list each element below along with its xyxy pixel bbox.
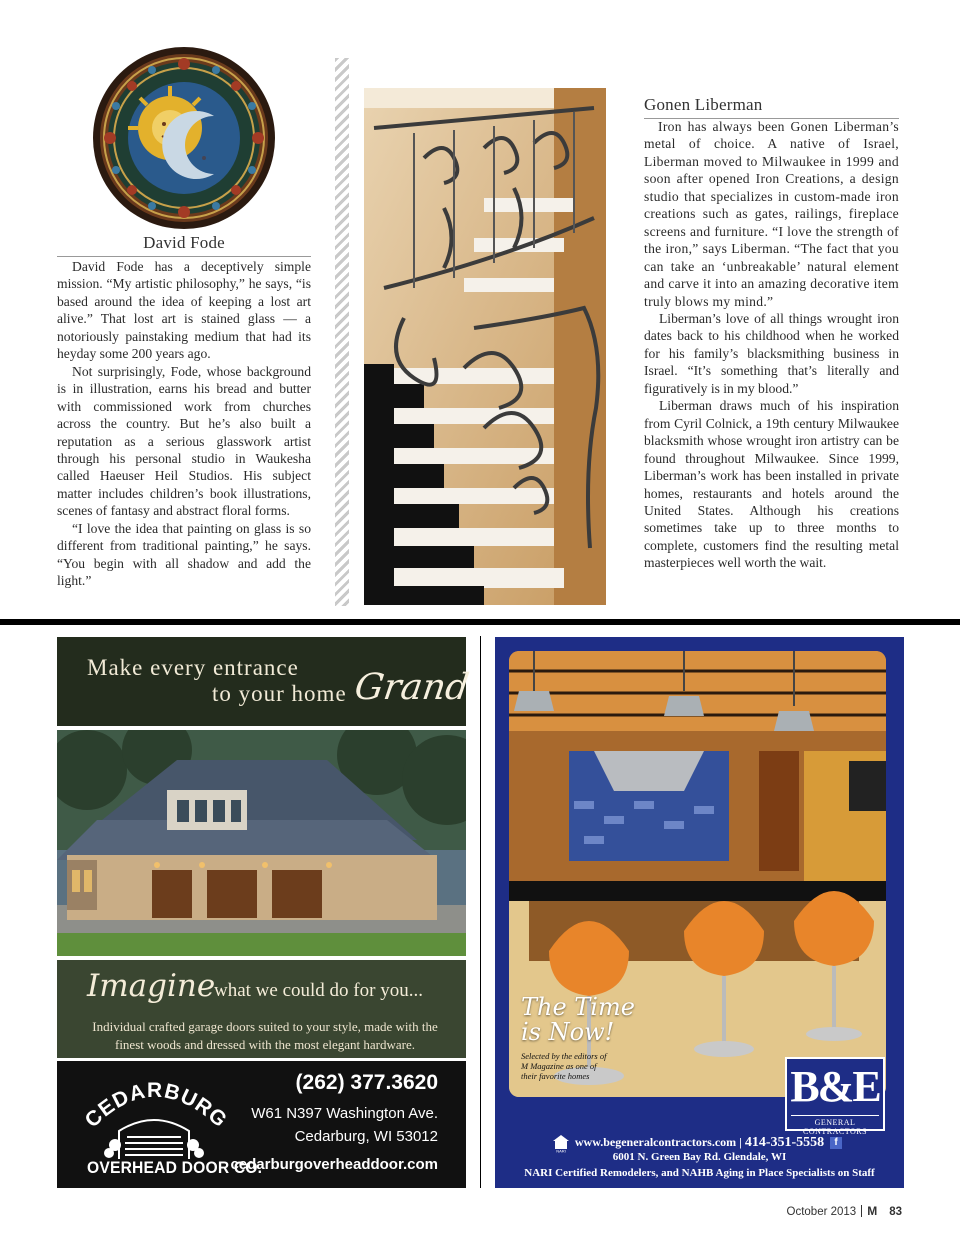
fode-paragraph: David Fode has a deceptively simple mission. “My artistic philosophy,” he says, “is based around the idea of keeping a lost art alive.” That lost art is stained glass — a notoriously painstaking medium that had its heyday some 200 years ago. bbox=[57, 259, 311, 362]
decorative-stripe bbox=[335, 58, 349, 606]
ad-imagine-script: Imagine bbox=[87, 968, 216, 1004]
be-contractors-advertisement[interactable] bbox=[495, 637, 904, 1188]
ad-headline-panel bbox=[57, 637, 472, 726]
fode-paragraph: Not surprisingly, Fode, whose background is in illustration, earns his bread and butter with commissioned work from churches across the country. But he’s also built a reputation as a serious glasswork artist through his personal studio in Waukesha called Haeuser Heil Studios. His subject matter includes children’s book illustrations, scenes of fantasy and abstract floral forms. bbox=[57, 363, 311, 519]
issue-date: October 2013 bbox=[786, 1206, 857, 1218]
ad-headline-script: Grand bbox=[352, 667, 472, 708]
section-divider bbox=[0, 619, 960, 625]
cedarburg-address-line1: W61 N397 Washington Ave. bbox=[251, 1105, 438, 1122]
ad-imagine-tagline: what we could do for you... bbox=[214, 980, 423, 1001]
byline-gonen-liberman: Gonen Liberman bbox=[644, 95, 899, 119]
staircase-photo bbox=[364, 88, 606, 605]
liberman-paragraph: Liberman’s love of all things wrought iron dates back to his childhood when he worked for his family’s blacksmithing business in Israel. “It’s something that’s literally and figuratively is in my blood.” bbox=[644, 310, 899, 396]
be-address: 6001 N. Green Bay Rd. Glendale, WI bbox=[612, 1151, 787, 1163]
cedarburg-company-name: OVERHEAD DOOR CO. bbox=[87, 1158, 263, 1177]
byline-david-fode: David Fode bbox=[57, 233, 311, 257]
be-logo-text: B&E bbox=[790, 1062, 880, 1111]
cedarburg-website-link[interactable]: cedarburgoverheaddoor.com bbox=[230, 1156, 438, 1173]
be-headline-line1: The Time bbox=[521, 993, 635, 1021]
ad-imagine-panel bbox=[57, 960, 466, 1058]
svg-text:CEDARBURG bbox=[81, 1079, 229, 1132]
garage-house-photo bbox=[57, 730, 466, 956]
page-number: 83 bbox=[889, 1206, 902, 1218]
ad-contact-panel bbox=[57, 1061, 466, 1188]
be-logo-subtitle: GENERAL CONTRACTORS bbox=[791, 1115, 879, 1136]
page-footer bbox=[787, 1204, 902, 1218]
liberman-paragraph: Iron has always been Gonen Liberman’s metal of choice. A native of Israel, Liberman moved to Milwaukee in 1999 and soon after opened Iron Creations, a design studio that specializes in custom-made iron creations such as gates, railings, fireplace screens and furniture. “I love the strength of the iron,” says Liberman. “The fact that you can take an ‘unbreakable’ natural element and carve it into an amazing decorative item truly blows my mind.” bbox=[644, 119, 899, 309]
facebook-icon[interactable]: f bbox=[830, 1137, 842, 1149]
liberman-paragraph: Liberman draws much of his inspiration from Cyril Colnick, a 19th century Milwaukee blacksmith whose wrought iron artistry can be found throughout Milwaukee. Since 1999, Liberman’s work has been installed in private homes, restaurants and hotels around the United States. Although his creations sometimes take up to three months to complete, customers find the resulting metal masterpieces well worth the wait. bbox=[644, 398, 899, 571]
logo-arc-text: CEDARBURG bbox=[80, 1078, 229, 1133]
stained-glass-image bbox=[92, 46, 276, 230]
be-phone: 414-351-5558 bbox=[744, 1135, 825, 1150]
be-certification: NARI Certified Remodelers, and NAHB Aging in Place Specialists on Staff bbox=[524, 1167, 875, 1179]
fode-article-column bbox=[57, 258, 311, 590]
be-headline bbox=[521, 995, 635, 1045]
fode-paragraph: “I love the idea that painting on glass is so different from traditional painting,” he says. “You begin with all shadow and add the light.” bbox=[57, 520, 311, 589]
magazine-mark: M bbox=[867, 1204, 878, 1218]
be-logo bbox=[785, 1057, 885, 1136]
ad-column-divider bbox=[480, 636, 481, 1188]
cedarburg-advertisement[interactable] bbox=[57, 637, 472, 1188]
ad-headline-line1: Make every entrance bbox=[87, 655, 299, 680]
cedarburg-address-line2: Cedarburg, WI 53012 bbox=[294, 1128, 438, 1145]
ad-headline-line2: to your home bbox=[212, 681, 347, 706]
ad-body-text: Individual crafted garage doors suited to your style, made with the finest woods and dressed with the most elegant hardware. bbox=[92, 1019, 438, 1052]
liberman-article-column bbox=[644, 118, 899, 572]
be-website-line[interactable]: www.begeneralcontractors.com | 414-351-5558 bbox=[574, 1135, 825, 1150]
nari-label: NARI bbox=[556, 1148, 566, 1153]
footer-separator bbox=[861, 1205, 862, 1217]
be-selected-note: Selected by the editors of M Magazine as one of their favorite homes bbox=[521, 1051, 607, 1081]
be-headline-line2: is Now! bbox=[521, 1018, 615, 1046]
cedarburg-phone: (262) 377.3620 bbox=[295, 1071, 438, 1094]
be-website-link[interactable]: www.begeneralcontractors.com bbox=[574, 1135, 737, 1149]
